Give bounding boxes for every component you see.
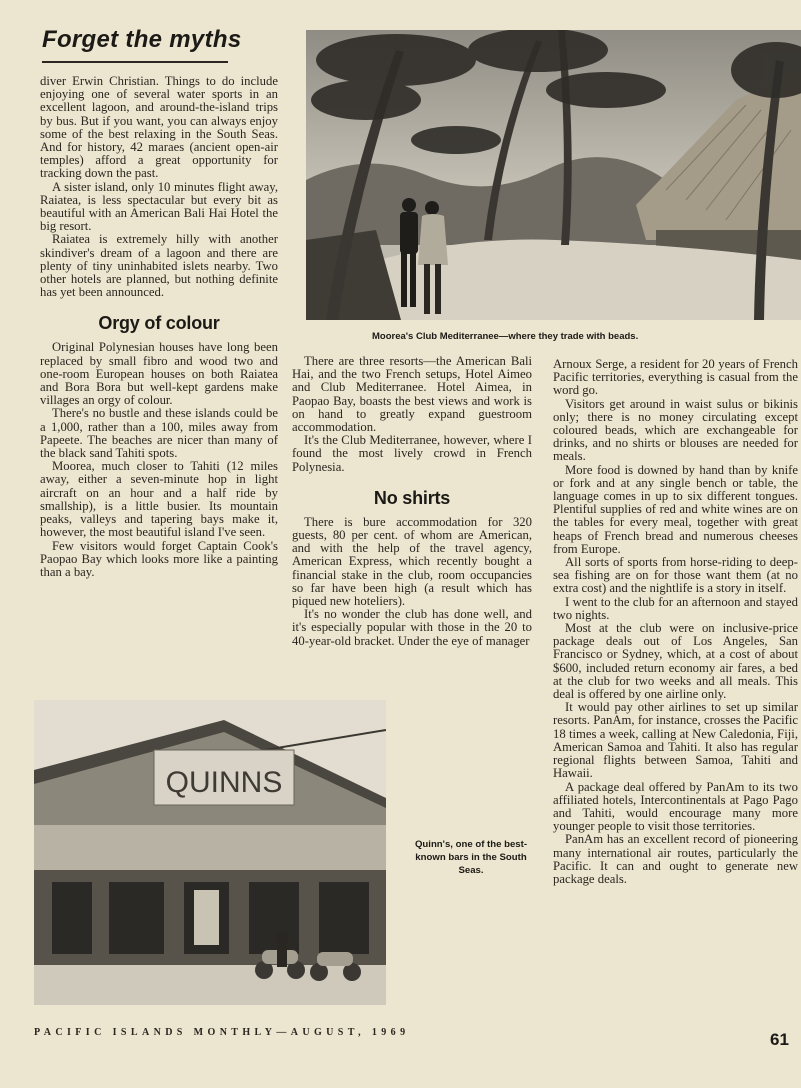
body-paragraph: A package deal offered by PanAm to its two affiliated hotels, Intercontinentals at Pago Pago and Tahiti, would encourage many more younger people to visit those territories. — [553, 779, 798, 834]
subhead-no-shirts: No shirts — [373, 487, 451, 508]
body-paragraph: It's no wonder the club has done well, and it's especially popular with those in the 20 to 40-year-old bracket. Under the eye of manager — [292, 607, 532, 648]
body-paragraph: I went to the club for an afternoon and stayed two nights. — [553, 594, 798, 622]
body-paragraph: There is bure accommodation for 320 guests, 80 per cent. of whom are American, and with the help of the travel agency, American Express, which recently bought a financial stake in the club, room occupancies so far have been high (a result which has piqued new hoteliers). — [292, 514, 532, 609]
kicker-underline — [42, 61, 228, 63]
palm-beach-illustration — [306, 30, 801, 320]
page-number: 61 — [770, 1030, 789, 1049]
kicker-heading: Forget the myths — [42, 26, 242, 53]
article-column-1 — [40, 75, 278, 579]
body-paragraph: There are three resorts—the American Bali Hai, and the two French setups, Hotel Aimeo and Club Mediterranee. Hotel Aimea, in Paopao Bay, boasts the best views and work is on hand to greatly expand guestroom accommodation. — [292, 354, 532, 435]
article-column-3 — [553, 358, 798, 886]
quinns-bar-photo — [34, 700, 386, 1005]
body-paragraph: It's the Club Mediterranee, however, where I found the most lively crowd in French Polynesia. — [292, 433, 532, 474]
body-paragraph: All sorts of sports from horse-riding to deep-sea fishing are on for those want them (at no extra cost) and the nightlife is a story in itself. — [553, 555, 798, 596]
quinns-building-illustration — [34, 700, 386, 1005]
magazine-footer-masthead: PACIFIC ISLANDS MONTHLY—AUGUST, 1969 — [34, 1027, 410, 1038]
body-paragraph: Arnoux Serge, a resident for 20 years of French Pacific territories, everything is casual from the word go. — [553, 357, 798, 398]
body-paragraph: Visitors get around in waist sulus or bikinis only; there is no money circulating except coloured beads, which are exchangeable for drinks, and no shirts or blouses are needed for meals. — [553, 396, 798, 464]
body-paragraph: More food is downed by hand than by knife or fork and at any single bench or table, the language comes in up to six different tongues. Plentiful supplies of red and white wines are on the tables for every meal, together with great heaps of French bread and numerous cheeses from Europe. — [553, 462, 798, 556]
body-paragraph: Raiatea is extremely hilly with another skindiver's dream of a lagoon and there are plenty of tiny uninhabited islets nearby. Two other hotels are planned, but nothing definite has yet been announced. — [40, 232, 278, 300]
body-paragraph: There's no bustle and these islands could be a 1,000, rather than a 100, miles away from Papeete. The beaches are nicer than many of the black sand Tahiti spots. — [40, 406, 278, 461]
club-mediterranee-photo — [306, 30, 801, 320]
quinns-sign-text: QUINNS — [165, 766, 283, 799]
subhead-orgy-of-colour: Orgy of colour — [98, 313, 220, 334]
quinns-photo-caption: Quinn's, one of the best-known bars in the South Seas. — [414, 839, 528, 876]
body-paragraph: Moorea, much closer to Tahiti (12 miles away, either a seven-minute hop in light aircraft on an hour and a half ride by smallship), is a little busier. Its mountain peaks, valleys and tapering bays make it, however, the most beautiful island I've seen. — [40, 459, 278, 540]
body-paragraph: PanAm has an excellent record of pioneering many international air routes, particularly the Pacific. It can and ought to generate new package deals. — [553, 832, 798, 886]
body-paragraph: Most at the club were on inclusive-price package deals out of Los Angeles, San Francisco or Sydney, which, at a cost of about $600, included return economy air fares, a bed at the club for two weeks and all meals. This deal is offered by one airline only. — [553, 621, 798, 702]
body-paragraph: diver Erwin Christian. Things to do include enjoying one of several water sports in an excellent lagoon, and around-the-island trips by bus. But if you want, you can always enjoy some of the best relaxing in the South Seas. And for history, 42 maraes (ancient open-air temples) afford a great opportunity for tracking down the past. — [40, 74, 278, 181]
body-paragraph: A sister island, only 10 minutes flight away, Raiatea, is less spectacular but every bit as beautiful with an American Bali Hai Hotel the big resort. — [40, 179, 278, 234]
body-paragraph: Original Polynesian houses have long been replaced by small fibro and wood two and one-room European houses on both Raiatea and Bora Bora but well-kept gardens make villages an orgy of colour. — [40, 340, 278, 408]
article-column-2 — [292, 355, 532, 648]
body-paragraph: Few visitors would forget Captain Cook's Paopao Bay which looks more like a painting than a bay. — [40, 538, 278, 579]
body-paragraph: It would pay other airlines to set up similar resorts. PanAm, for instance, crosses the Pacific 18 times a week, calling at New Caledonia, Fiji, American Samoa and Tahiti. It also has regular regional flights between Samoa, Tahiti and Hawaii. — [553, 700, 798, 781]
top-photo-caption: Moorea's Club Mediterranee—where they trade with beads. — [372, 331, 639, 342]
